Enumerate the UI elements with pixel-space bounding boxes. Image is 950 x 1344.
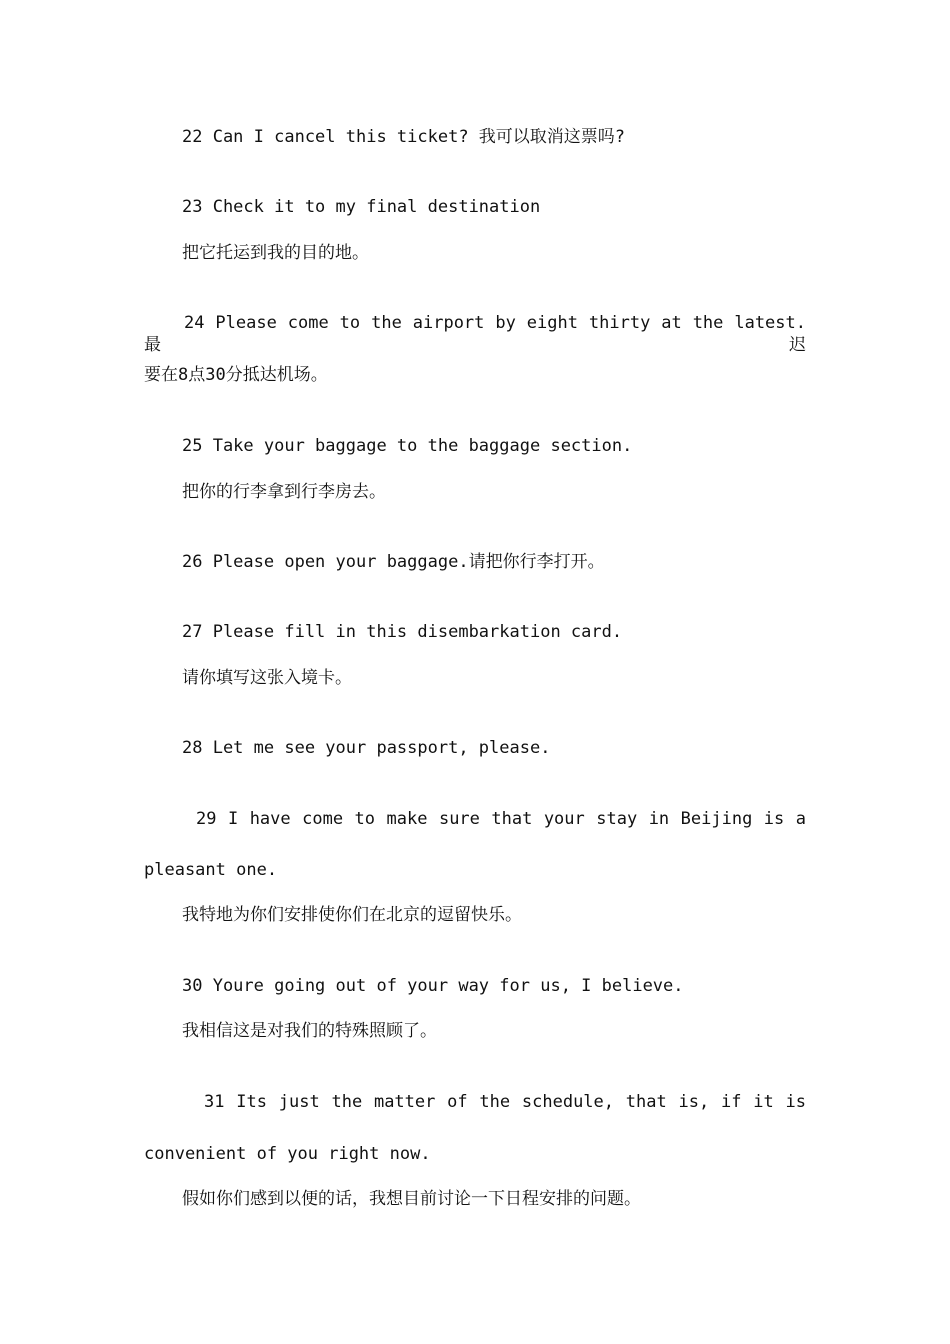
entry-24-line-1: 24 Please come to the airport by eight thirty at the latest.最迟 [144,313,806,355]
entry-30-english: 30 Youre going out of your way for us, I believe. [182,976,684,996]
entry-23-english: 23 Check it to my final destination [182,197,541,217]
entry-29-line-2: pleasant one. [144,860,278,880]
entry-29-line-1: 29 I have come to make sure that your stay in Beijing is a [196,809,806,829]
entry-28-text: 28 Let me see your passport, please. [182,738,551,758]
entry-25-english: 25 Take your baggage to the baggage section. [182,436,633,456]
entry-26-text: 26 Please open your baggage.请把你行李打开。 [182,552,605,572]
entry-30-chinese: 我相信这是对我们的特殊照顾了。 [182,1021,437,1041]
entry-23-chinese: 把它托运到我的目的地。 [182,243,369,263]
entry-31-line-2: convenient of you right now. [144,1144,431,1164]
entry-31-line-1: 31 Its just the matter of the schedule, that is, if it is [204,1092,806,1112]
entry-27-english: 27 Please fill in this disembarkation card. [182,622,623,642]
entry-22-text: 22 Can I cancel this ticket? 我可以取消这票吗? [182,127,626,147]
entry-31-chinese: 假如你们感到以便的话，我想目前讨论一下日程安排的问题。 [182,1189,641,1209]
entry-25-chinese: 把你的行李拿到行李房去。 [182,482,386,502]
entry-29-chinese: 我特地为你们安排使你们在北京的逗留快乐。 [182,905,522,925]
entry-27-chinese: 请你填写这张入境卡。 [182,668,352,688]
entry-24-line-2: 要在8点30分抵达机场。 [144,365,328,385]
